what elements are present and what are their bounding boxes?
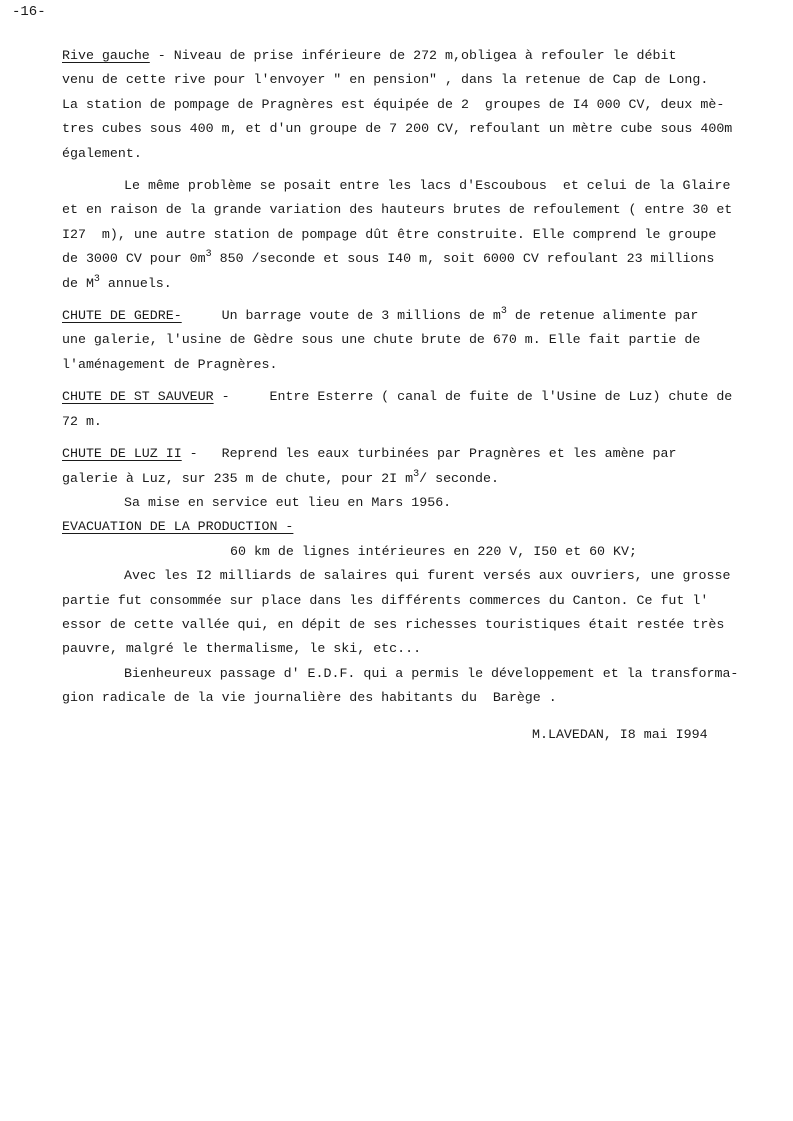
text-line: 60 km de lignes intérieures en 220 V, I50 et 60 KV; (230, 543, 637, 559)
text-line: et en raison de la grande variation des hauteurs brutes de refoulement ( entre 30 et (62, 202, 733, 218)
text-line: 72 m. (62, 413, 102, 429)
text-line: essor de cette vallée qui, en dépit de ses richesses touristiques était restée très (62, 616, 725, 632)
text-line (62, 304, 752, 328)
text-line: pauvre, malgré le thermalisme, le ski, etc... (62, 641, 422, 657)
text-line (62, 44, 752, 68)
text-span: annuels. (99, 275, 172, 291)
text-line (62, 515, 752, 539)
text-line (62, 272, 752, 296)
section-heading-gedre: CHUTE DE GEDRE- (62, 308, 182, 324)
text-span: galerie à Luz, sur 235 m de chute, pour 2I m (62, 470, 414, 486)
text-line (62, 467, 752, 491)
text-line (62, 247, 752, 271)
signature-date: M.LAVEDAN, I8 mai I994 (532, 726, 708, 742)
text-span: de 3000 CV pour 0m (62, 251, 206, 267)
text-line: Le même problème se posait entre les lacs d'Escoubous et celui de la Glaire (124, 178, 731, 194)
text-span: Un barrage voute de 3 millions de m (181, 308, 501, 324)
text-span: / seconde. (419, 470, 499, 486)
section-heading-luz: CHUTE DE LUZ II (62, 446, 182, 462)
text-line (62, 385, 752, 409)
text-span: - Entre Esterre ( canal de fuite de l'Usine de Luz) chute de (213, 389, 733, 405)
section-heading-rive-gauche: Rive gauche (62, 48, 150, 63)
text-line: Bienheureux passage d' E.D.F. qui a permis le développement et la transforma- (124, 665, 739, 681)
text-span: - Niveau de prise inférieure de 272 m,obligea à refouler le débit (149, 48, 677, 63)
text-line: également. (62, 145, 142, 161)
text-line (62, 442, 752, 466)
text-line: gion radicale de la vie journalière des habitants du Barège . (62, 690, 557, 706)
text-line: l'aménagement de Pragnères. (62, 356, 278, 372)
page-number: -16- (12, 4, 46, 20)
text-line: I27 m), une autre station de pompage dût être construite. Elle comprend le groupe (62, 226, 717, 242)
text-line: Sa mise en service eut lieu en Mars 1956. (124, 494, 452, 510)
text-line: Avec les I2 milliards de salaires qui furent versés aux ouvriers, une grosse (124, 568, 731, 584)
text-span: - Reprend les eaux turbinées par Pragnères et les amène par (181, 446, 677, 462)
section-heading-evacuation: EVACUATION DE LA PRODUCTION - (62, 519, 294, 535)
text-line: partie fut consommée sur place dans les différents commerces du Canton. Ce fut l' (62, 592, 709, 608)
document-body (62, 44, 752, 747)
superscript: 3 (413, 468, 420, 480)
text-line: La station de pompage de Pragnères est équipée de 2 groupes de I4 000 CV, deux mè- (62, 96, 725, 112)
text-line: venu de cette rive pour l'envoyer " en pension" , dans la retenue de Cap de Long. (62, 72, 709, 88)
section-heading-st-sauveur: CHUTE DE ST SAUVEUR (62, 389, 214, 405)
text-span: 850 /seconde et sous I40 m, soit 6000 CV refoulant 23 millions (211, 251, 715, 267)
text-line: tres cubes sous 400 m, et d'un groupe de 7 200 CV, refoulant un mètre cube sous 400m (62, 121, 733, 137)
text-span: de M (62, 275, 94, 291)
text-line: une galerie, l'usine de Gèdre sous une chute brute de 670 m. Elle fait partie de (62, 332, 701, 348)
superscript: 3 (93, 273, 100, 285)
text-span: de retenue alimente par (506, 308, 699, 324)
superscript: 3 (205, 249, 212, 261)
superscript: 3 (500, 306, 507, 318)
